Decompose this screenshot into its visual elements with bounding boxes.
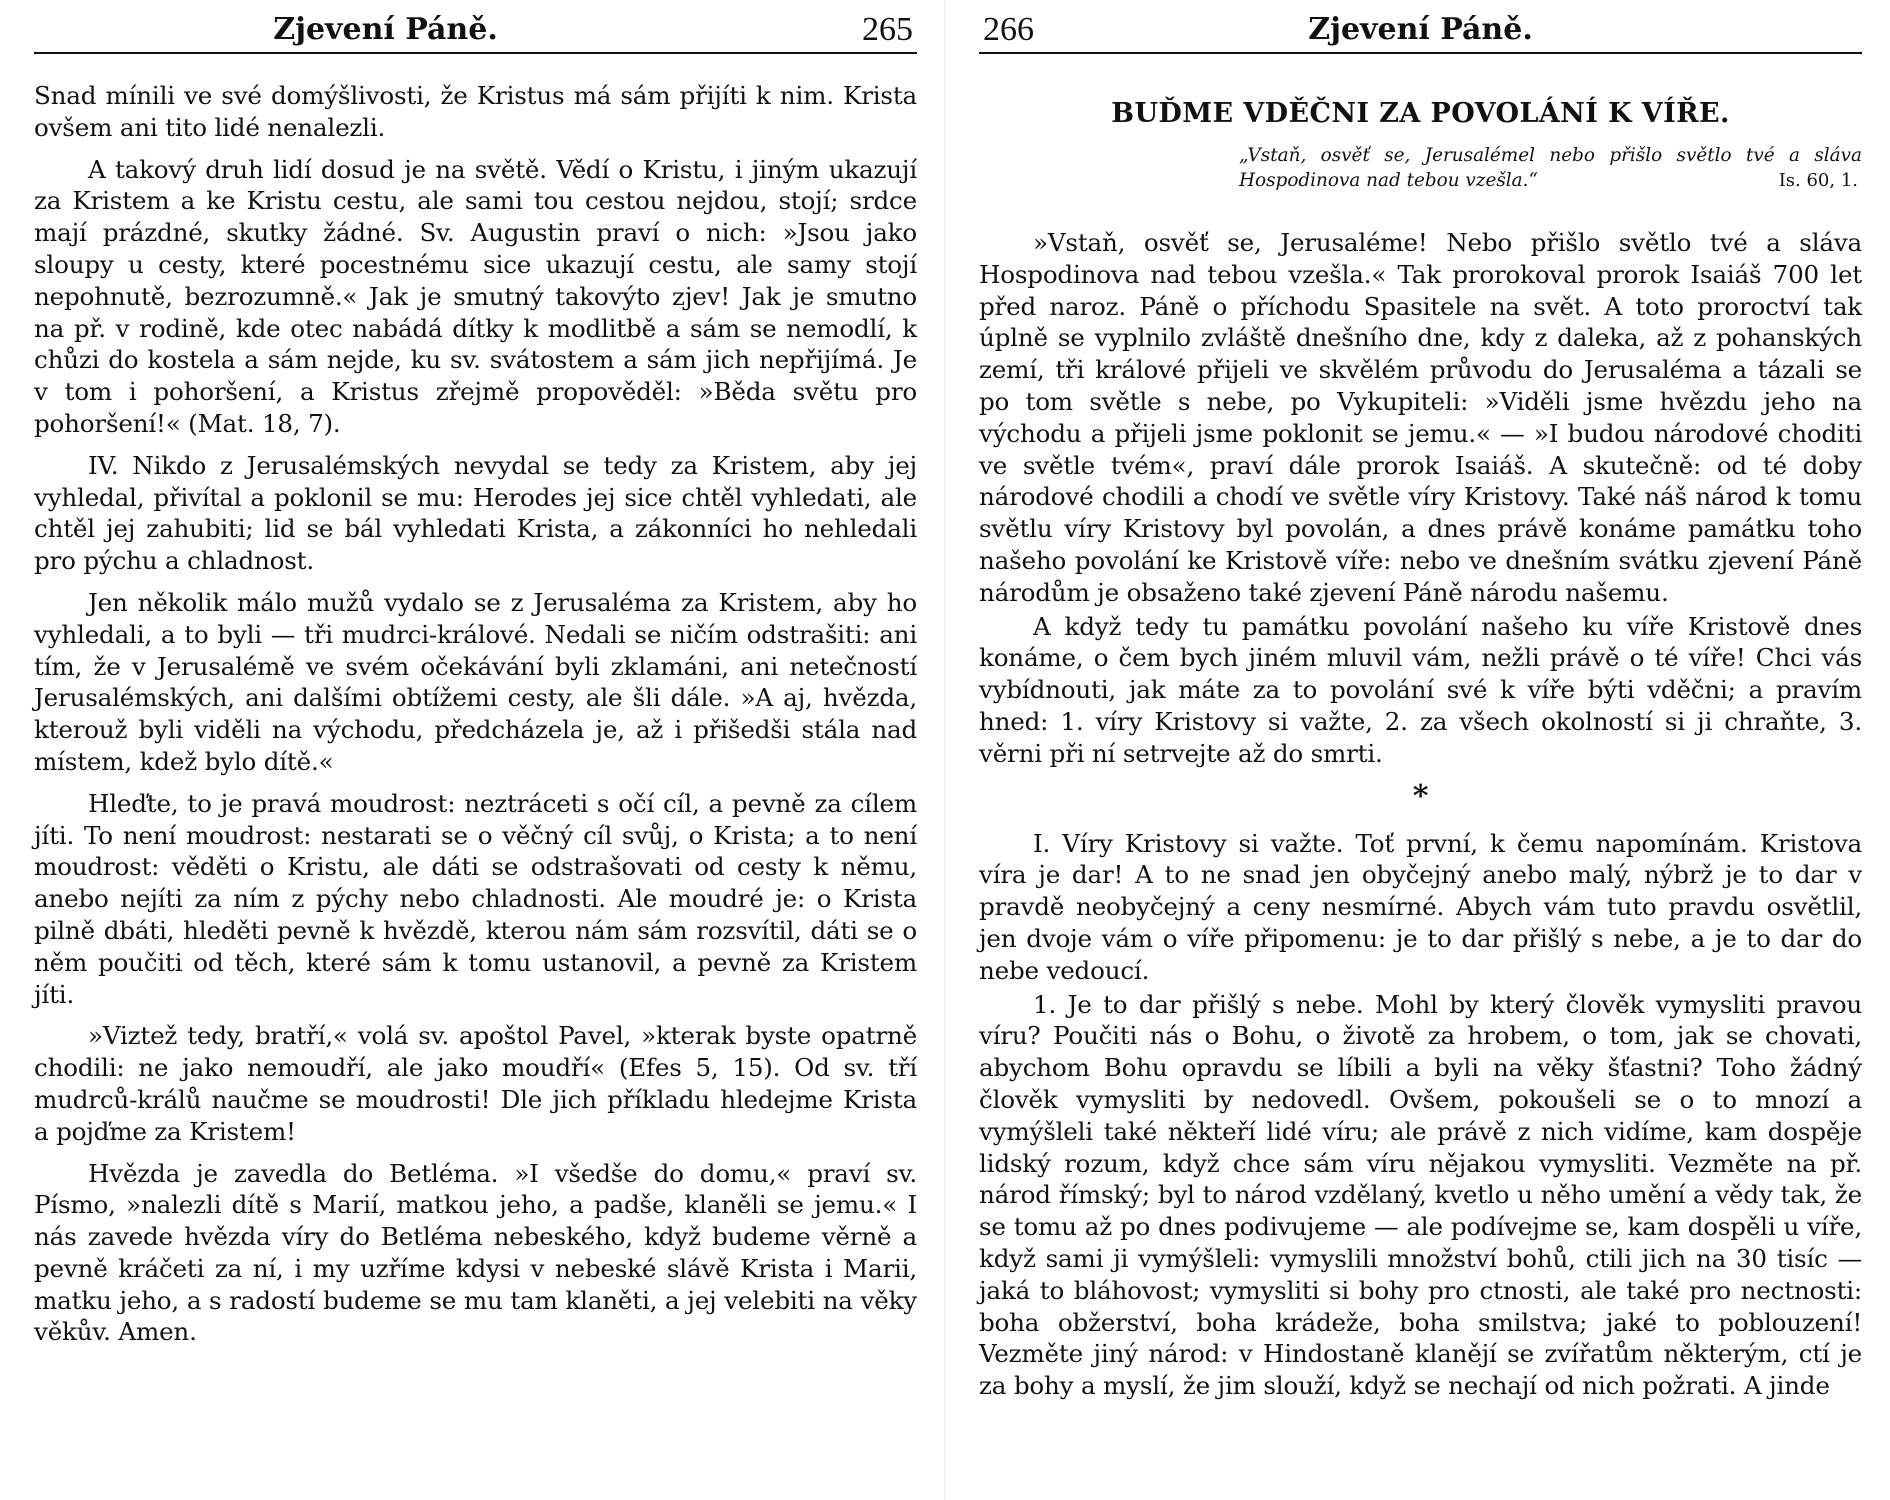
- epigraph-reference: Is. 60, 1.: [1778, 170, 1858, 191]
- right-paragraph-1: »Vstaň, osvěť se, Jerusaléme! Nebo přišlo světlo tvé a sláva Hospodinova nad tebou vzešla.« Tak prorokoval prorok Isaiáš 700 let před naroz. Páně o příchodu Spasitele na svět. A toto proroctví tak úplně se vyplnilo zvláště dnešního dne, kdy z daleka, až z pohanských zemí, tři králové přijeli ve skvělém průvodu do Jerusaléma a tázali se po tom světle s nebe, po Vykupiteli: »Viděli jsme hvězdu jeho na východu a přijeli jsme poklonit se jemu.« — »I budou národové choditi ve světle tvém«, praví dále prorok Isaiáš. A skutečně: od té doby národové chodili a chodí ve světle víry Kristovy. Také náš národ k tomu světlu víry Kristovy byl povolán, a dnes právě konáme památku toho našeho povolání ke Kristově víře: nebo ve dnešním svátku zjevení Páně národům je obsaženo také zjevení Páně národu našemu.: [979, 228, 1862, 607]
- right-paragraph-2: A když tedy tu památku povolání našeho ku víře Kristově dnes konáme, o čem bych jiném mluvil vám, nežli právě o té víře! Chci vás vybídnouti, jak máte za to povolání své k víře býti vděčni; a pravím hned: 1. víry Kristovy si važte, 2. za všech okolností si ji chraňte, 3. věrni při ní setrvejte až do smrti.: [979, 611, 1862, 768]
- left-paragraph-6: »Viztež tedy, bratří,« volá sv. apoštol Pavel, »kterak byste opatrně chodili: ne jako nemoudří, ale jako moudří« (Efes 5, 15). Od sv. tří mudrců-králů naučme se moudrosti! Dle jich příkladu hledejme Krista a pojďme za Kristem!: [34, 1021, 917, 1146]
- right-running-title: Zjevení Páně.: [1308, 12, 1533, 47]
- right-section-paragraph-1: I. Víry Kristovy si važte. Toť první, k čemu napomínám. Kristova víra je dar! A to ne snad jen obyčejný anebo malý, nýbrž je to dar v pravdě neobyčejný a ceny nesmírné. Abych vám tuto pravdu osvětlil, jen dvoje vám o víře připomenu: je to dar přišlý s nebe, a je to dar do nebe vedoucí.: [979, 828, 1862, 985]
- left-body-text: [34, 80, 917, 1348]
- right-page: [945, 0, 1890, 1500]
- sermon-title: BUĎME VDĚČNI ZA POVOLÁNÍ K VÍŘE.: [1111, 98, 1730, 129]
- left-paragraph-1: Snad mínili ve své domýšlivosti, že Kristus má sám přijíti k nim. Krista ovšem ani tito lidé nenalezli.: [34, 81, 917, 142]
- epigraph: [1239, 143, 1862, 193]
- left-paragraph-4: Jen několik málo mužů vydalo se z Jerusaléma za Kristem, aby ho vyhledali, a to byli — tři mudrci-králové. Nedali se ničím odstrašiti: ani tím, že v Jerusalémě ve svém očekávání byli zklamáni, ani netečností Jerusalémských, ani dalšími obtížemi cesty, ale šli dále. »A aj, hvězda, kterouž byli viděli na východu, předcházela je, až i přišedši stála nad místem, kdež bylo dítě.«: [34, 587, 917, 776]
- left-paragraph-5: Hleďte, to je pravá moudrost: neztráceti s očí cíl, a pevně za cílem jíti. To není moudrost: nestarati se o věčný cíl svůj, o Krista; a to není moudrost: věděti o Kristu, ale dáti se odstrašovati od cesty k němu, anebo nejíti za ním z pýchy nebo chladnosti. Ale moudré je: o Krista pilně dbáti, hleděti pevně k hvězdě, kterou nám sám rozsvítil, dáti se o něm poučiti od těch, které sám k tomu ustanovil, a pevně za Kristem jíti.: [34, 788, 917, 1009]
- left-paragraph-7: Hvězda je zavedla do Betléma. »I všedše do domu,« praví sv. Písmo, »nalezli dítě s Marií, matkou jeho, a padše, klaněli se jemu.« I nás zavede hvězda víry do Betléma nebeského, když budeme věrně a pevně kráčeti za ní, i my uzříme kdysi v nebeské slávě Krista i Marii, matku jeho, a s radostí budeme se mu tam klaněti, a jej velebiti na věky věkův. Amen.: [34, 1158, 917, 1347]
- epigraph-text: „Vstaň, osvěť se, Jerusalémel nebo přišlo světlo tvé a sláva Hospodinova nad tebou vzešla.“: [1239, 145, 1862, 191]
- left-page-number: 265: [862, 11, 913, 48]
- left-paragraph-3: IV. Nikdo z Jerusalémských nevydal se tedy za Kristem, aby jej vyhledal, přivítal a poklonil se mu: Herodes jej sice chtěl vyhledati, ale chtěl jej zahubiti; lid se bál vyhledati Krista, a zákonníci ho nehledali pro pýchu a chladnost.: [34, 450, 917, 576]
- section-separator: *: [1412, 778, 1429, 814]
- right-page-number: 266: [983, 11, 1034, 48]
- right-body-text: [979, 227, 1862, 1402]
- right-running-head: [979, 8, 1862, 54]
- left-running-title: Zjevení Páně.: [273, 12, 498, 47]
- right-section-paragraph-2: 1. Je to dar přišlý s nebe. Mohl by který člověk vymysliti pravou víru? Poučiti nás o Bohu, o životě za hrobem, o tom, jak se chovati, abychom Bohu opravdu se líbili a byli na věky šťastni? Toho žádný člověk vymysliti by nedovedl. Ovšem, pokoušeli se o to mnozí a vymýšleli také někteří lidé víru; ale právě z nich vidíme, kam dospěje lidský rozum, když chce sám víru nějakou vymysliti. Vezměte na př. národ římský; byl to národ vzdělaný, kvetlo u něho umění a vědy tak, že se tomu až po dnes podivujeme — ale podívejme se, kam dospěli u víře, když sami ji vymýšleli: vymyslili množství bohů, ctili jich na 30 tisíc — jaká to bláhovost; vymysliti si bohy pro ctnosti, ale také pro nectnosti: boha obžerství, boha krádeže, boha smilstva; jaké to poblouzení! Vezměte jiný národ: v Hindostaně klanějí se zvířatům některým, ctí je za bohy a myslí, že jim slouží, když se nechají od nich požrati. A jinde: [979, 989, 1862, 1401]
- left-paragraph-2: A takový druh lidí dosud je na světě. Vědí o Kristu, i jiným ukazují za Kristem a ke Kristu cestu, ale sami tou cestou nejdou, stojí; srdce mají prázdné, skutky žádné. Sv. Augustin praví o nich: »Jsou jako sloupy u cesty, které pocestnému sice ukazují cestu, ale samy stojí nepohnutě, bezrozumně.« Jak je smutný takovýto zjev! Jak je smutno na př. v rodině, kde otec nabádá dítky k modlitbě a sám se nemodlí, k chůzi do kostela a sám nejde, ku sv. svátostem a sám jich nepřijímá. Je v tom i pohoršení, a Kristus zřejmě propověděl: »Běda světu pro pohoršení!« (Mat. 18, 7).: [34, 154, 917, 438]
- left-running-head: [34, 8, 917, 54]
